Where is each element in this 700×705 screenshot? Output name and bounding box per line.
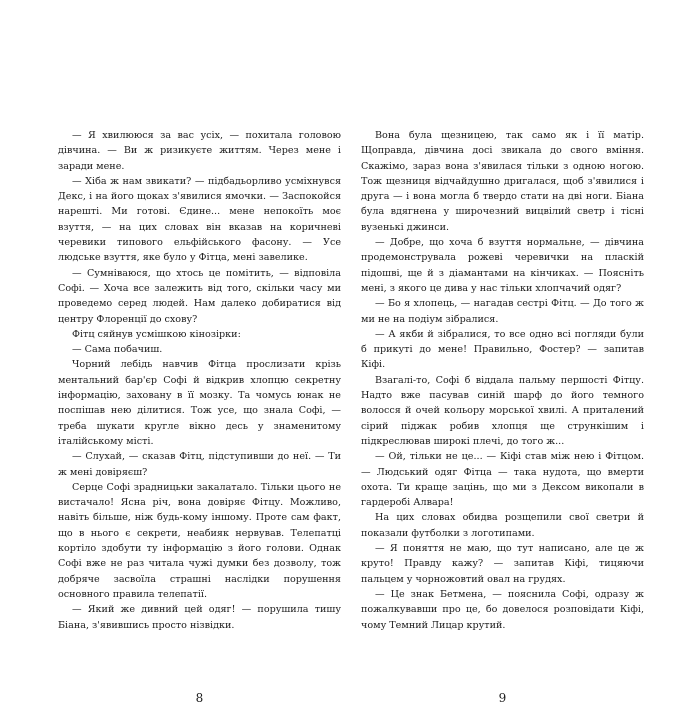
paragraph: — Добре, що хоча б взуття нормальне, — дівчина продемонструвала рожеві черевички на пласкій підошві, ще й з діамантами на кінчиках. — Поясніть мені, з якого це дива у нас тільки хлопчачий одяг? [361, 237, 644, 294]
right-page-text [361, 128, 644, 633]
paragraph: — Який же дивний цей одяг! — порушила тишу Біана, з'явившись просто нізвідки. [58, 604, 341, 631]
right-page [361, 128, 644, 705]
paragraph: — Це знак Бетмена, — пояснила Софі, одразу ж пожалкувавши про це, бо довелося розповідати Кіфі, чому Темний Лицар крутий. [361, 588, 644, 631]
paragraph: — Ой, тільки не це... — Кіфі став між нею і Фітцом. — Людський одяг Фітца — така нудота, що вмерти охота. Ти краще зацінь, що ми з Дексом викопали в гардеробі Алвара! [361, 451, 644, 509]
left-page [58, 128, 341, 705]
paragraph: Взагалі-то, Софі б віддала пальму першості Фітцу. Надто вже пасував синій шарф до його темного волосся й очей кольору морської хвилі. А приталений сірий піджак робив хлопця ще стрункішим і підкреслював широкі плечі, до того ж... [361, 374, 644, 447]
paragraph: Фітц сяйнув усмішкою кінозірки: [72, 328, 241, 340]
paragraph: — Хіба ж нам звикати? — підбадьорливо усміхнувся Декс, і на його щоках з'явилися ямочки. — Заспокойся нарешті. Ми готові. Єдине... мене непокоїть моє взуття, — на цих словах він вказав на коричневі черевики типового ельфійського фасону. — Усе людське взуття, яке було у Фітца, мені завелике. [58, 175, 341, 264]
paragraph: — Я поняття не маю, що тут написано, але це ж круто! Правду кажу? — запитав Кіфі, тицяючи пальцем у чорножовтий овал на грудях. [361, 543, 644, 585]
paragraph: — А якби й зібралися, то все одно всі погляди були б прикуті до мене! Правильно, Фостер? — запитав Кіфі. [361, 328, 644, 371]
paragraph: — Слухай, — сказав Фітц, підступивши до неї. — Ти ж мені довіряєш? [58, 451, 341, 478]
paragraph: Вона була щезницею, так само як і її матір. Щоправда, дівчина досі звикала до свого вміння. Скажімо, зараз вона з'явилася тільки з одною ногою. Тож щезниця відчайдушно дригалася, щоб з'явилися і друга — і вона могла б твердо стати на дві ноги. Біана була вдягнена у широчезний вицвілий светр і тісні вузенькі джинси. [361, 130, 644, 233]
paragraph: На цих словах обидва розщепили свої светри й показали футболки з логотипами. [361, 512, 644, 539]
paragraph: — Я хвилююся за вас усіх, — похитала головою дівчина. — Ви ж ризикуєте життям. Через мене і заради мене. [58, 130, 341, 172]
left-page-text [58, 128, 341, 633]
paragraph: — Бо я хлопець, — нагадав сестрі Фітц. — До того ж ми не на подіум зібралися. [361, 298, 644, 325]
paragraph: Чорний лебідь навчив Фітца прослизати крізь ментальний бар'єр Софі й відкрив хлопцю секретну інформацію, заховану в її мозку. Та чомусь юнак не поспішав нею ділитися. Тож усе, що знала Софі, — треба шукати кругле вікно десь у знаменитому італійському місті. [58, 359, 341, 447]
paragraph: — Сумніваюся, що хтось це помітить, — відповіла Софі. — Хоча все залежить від того, скільки часу ми проведемо серед людей. Нам далеко добиратися від центру Флоренції до схову? [58, 267, 341, 325]
page-number-right: 9 [498, 691, 507, 705]
paragraph: — Сама побачиш. [72, 344, 163, 356]
page-number-left: 8 [195, 691, 204, 705]
paragraph: Серце Софі зрадницьки закалатало. Тільки цього не вистачало! Ясна річ, вона довіряє Фітцу. Можливо, навіть більше, ніж будь-кому іншому. Проте сам факт, що в нього є секрети, неабияк нервував. Телепатці кортіло здобути ту інформацію з його голови. Однак Софі вже не раз читала чужі думки без дозволу, тож добряче засвоїла страшні наслідки порушення основного правила телепатії. [58, 481, 341, 600]
